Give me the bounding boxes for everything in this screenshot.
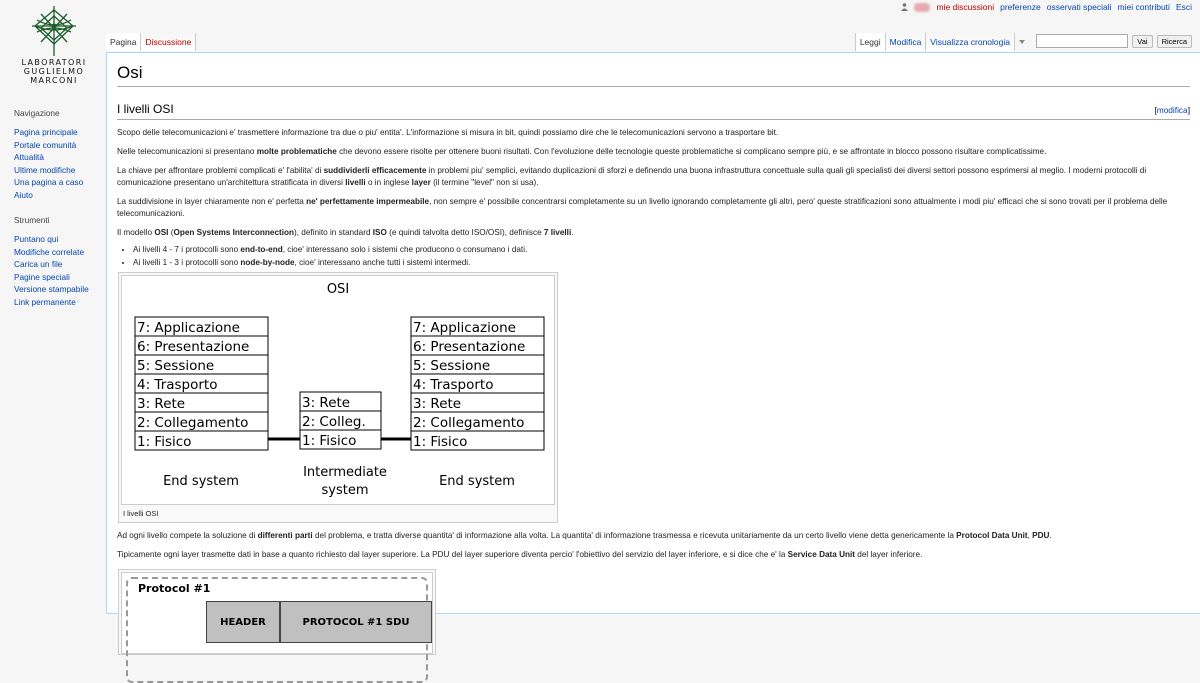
right-layer-label-4: 4: Trasporto (413, 377, 494, 393)
logo-emblem-icon (29, 4, 79, 58)
sidebar-item-community[interactable]: Portale comunità (14, 139, 77, 150)
paragraph-5: Il modello OSI (Open Systems Interconnection), definito in standard ISO (e quindi talvolta detto ISO/OSI), definisce 7 livelli. (117, 228, 574, 237)
search-input[interactable] (1036, 34, 1128, 48)
right-layer-label-3: 5: Sessione (413, 358, 491, 374)
paragraph-7: Tipicamente ogni layer trasmette dati in base a quanto richiesto dal layer superiore. La PDU del layer superiore diventa percio' l'obiettivo del servizio del layer inferiore, e si dice che e' la Service Data Unit del layer inferiore. (117, 550, 923, 559)
sidebar-item-random-page[interactable]: Una pagina a caso (14, 177, 84, 187)
username-blurred[interactable] (914, 3, 930, 12)
more-actions-dropdown-icon[interactable] (1014, 33, 1029, 51)
tab-discussion-label[interactable]: Discussione (145, 37, 192, 47)
right-layer-label-7: 1: Fisico (413, 434, 468, 450)
list-item: • Ai livelli 4 - 7 i protocolli sono end-to-end, cioe' interessano solo i sistemi che producono o consumano i dati. (133, 243, 1190, 256)
go-button[interactable]: Vai (1132, 35, 1152, 48)
sidebar-item-special-pages[interactable]: Pagine speciali (14, 271, 70, 282)
right-layer-label-6: 2: Collegamento (413, 415, 525, 431)
left-layer-label-1: 7: Applicazione (137, 320, 240, 336)
protocol-figure (118, 569, 436, 655)
sidebar-item-main-page[interactable]: Pagina principale (14, 127, 78, 137)
watchlist-link[interactable]: osservati speciali (1046, 2, 1112, 12)
diagram-title: OSI (326, 282, 350, 297)
right-layer-label-1: 7: Applicazione (413, 320, 516, 336)
right-end-system-stack (411, 317, 544, 450)
left-layer-label-3: 5: Sessione (137, 358, 215, 374)
sidebar-item-help[interactable]: Aiuto (14, 189, 33, 200)
tools-portal (0, 215, 106, 308)
my-talk-link[interactable]: mie discussioni (936, 2, 995, 12)
sidebar-item-related-changes[interactable]: Modifiche correlate (14, 246, 85, 257)
layer-list (133, 243, 1190, 269)
left-layer-label-2: 6: Presentazione (137, 339, 250, 355)
tab-edit-label[interactable]: Modifica (889, 37, 922, 47)
mid-layer-label-2: 2: Colleg. (302, 414, 366, 430)
intermediate-label-line-1: Intermediate (303, 465, 387, 480)
osi-figure (118, 272, 558, 523)
tab-history[interactable] (925, 33, 1014, 51)
sidebar-item-upload-file[interactable]: Carica un file (14, 259, 63, 269)
preferences-link[interactable]: preferenze (1000, 2, 1041, 12)
tab-page[interactable]: Pagina (106, 33, 141, 51)
header-block: HEADER (206, 601, 280, 643)
contributions-link[interactable]: miei contributi (1117, 2, 1170, 12)
section-heading (117, 102, 1190, 120)
search-box (1036, 34, 1192, 48)
end-system-label-right: End system (439, 474, 515, 489)
mid-layer-label-1: 3: Rete (302, 395, 351, 411)
sidebar (0, 108, 106, 322)
navigation-heading: Navigazione (14, 108, 60, 118)
sidebar-item-current-events[interactable]: Attualità (14, 152, 44, 162)
paragraph-6: Ad ogni livello compete la soluzione di differenti parti del problema, e tratta diverse quantita' di informazione alla volta. La quantita' di informazione trasmessa e ricevuta unitariamente da un certo livello viene detta genericamente la Protocol Data Unit, PDU. (117, 531, 1052, 540)
logo-line-3: MARCONI (30, 76, 78, 85)
sidebar-item-recent-changes[interactable]: Ultime modifiche (14, 164, 76, 175)
tab-read[interactable]: Leggi (855, 33, 885, 51)
page-title: Osi (117, 63, 1190, 87)
view-tabs (855, 33, 1029, 51)
right-layer-label-2: 6: Presentazione (413, 339, 526, 355)
site-logo[interactable] (16, 4, 92, 104)
tab-edit[interactable] (885, 33, 926, 51)
osi-diagram[interactable] (121, 275, 555, 505)
edit-section-link[interactable]: modifica (1156, 105, 1188, 115)
tab-discussion[interactable] (141, 33, 196, 51)
list-item: • Ai livelli 1 - 3 i protocolli sono node-by-node, cioe' interessano anche tutti i sistemi intermedi. (133, 256, 1190, 269)
protocol-label: Protocol #1 (138, 582, 211, 595)
intermediate-label-line-2: system (321, 483, 369, 498)
navigation-portal (0, 108, 106, 201)
namespace-tabs (106, 33, 196, 51)
intermediate-system-stack (300, 392, 381, 449)
paragraph-2: Nelle telecomunicazioni si presentano molte problematiche che devono essere risolte per ottenere buoni risultati. Con l'evoluzione delle tecnologie queste problematiche si complicano sempre più, e se affrontate in blocco possono risultare complicatissime. (117, 147, 1047, 156)
tab-history-label[interactable]: Visualizza cronologia (930, 37, 1010, 47)
paragraph-3: La chiave per affrontare problemi complicati e' l'abilita' di suddividerli efficacemente in problemi piu' semplici, evitando duplicazioni di sforzi e definendo una buona infrastruttura concettuale sulla quali gli specialisti dei diversi settori possono esprimersi al meglio. I moderni protocolli di comunicazione presentano un'architettura stratificata in diversi livelli o in inglese layer (il termine "level" non si usa). (117, 166, 1147, 187)
figure-caption: I livelli OSI (123, 509, 159, 518)
logo-line-2: GUGLIELMO (23, 67, 85, 76)
mid-layer-label-3: 1: Fisico (302, 433, 357, 449)
personal-tools (901, 2, 1192, 12)
content-area (106, 52, 1200, 628)
end-system-label-left: End system (163, 474, 239, 489)
paragraph-1: Scopo delle telecomunicazioni e' trasmettere informazione tra due o piu' entita'. L'informazione si misura in bit, quindi possiamo dire che le telecomunicazioni servono a trasportare bit. (117, 128, 779, 137)
paragraph-4: La suddivisione in layer chiaramente non e' perfetta ne' perfettamente impermeabile, non sempre e' possibile concentrarsi completamente su un livello ignorando completamente gli altri, pero' queste stratificazioni sono attualmente i modi piu' efficaci che si sono trovati per il problema delle telecomunicazioni. (117, 197, 1168, 218)
logo-line-1: LABORATORI (21, 58, 87, 67)
sdu-block: PROTOCOL #1 SDU (280, 601, 432, 643)
sidebar-item-what-links-here[interactable]: Puntano qui (14, 234, 59, 244)
left-layer-label-7: 1: Fisico (137, 434, 192, 450)
edit-section: [modifica] (1154, 105, 1190, 115)
sidebar-item-permalink[interactable]: Link permanente (14, 296, 76, 307)
sidebar-item-printable[interactable]: Versione stampabile (14, 284, 89, 294)
user-icon (901, 3, 908, 11)
left-layer-label-4: 4: Trasporto (137, 377, 218, 393)
left-end-system-stack (135, 317, 268, 450)
tools-heading: Strumenti (14, 215, 50, 225)
section-title: I livelli OSI (117, 102, 174, 116)
left-layer-label-5: 3: Rete (137, 396, 186, 412)
left-layer-label-6: 2: Collegamento (137, 415, 249, 431)
search-button[interactable]: Ricerca (1157, 35, 1192, 48)
right-layer-label-5: 3: Rete (413, 396, 462, 412)
logout-link[interactable]: Esci (1175, 2, 1192, 12)
protocol-diagram[interactable] (121, 572, 433, 654)
